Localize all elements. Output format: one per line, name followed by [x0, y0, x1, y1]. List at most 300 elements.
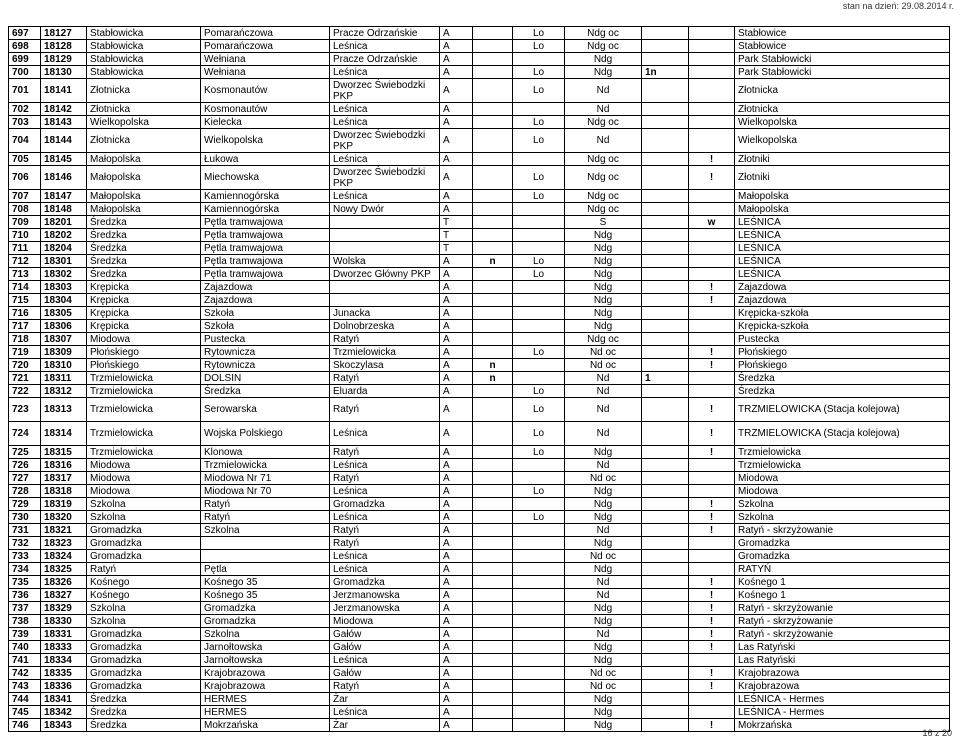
lp-cell: 728 — [9, 485, 41, 498]
night-cell — [473, 485, 513, 498]
stop-name-cell: Wełniana — [201, 66, 330, 79]
direction-cell: Leśnica — [330, 654, 440, 667]
stop-id-cell: 18143 — [41, 116, 87, 129]
note-cell — [642, 216, 689, 229]
stop-name-cell: Pętla tramwajowa — [201, 216, 330, 229]
table-row — [9, 79, 950, 103]
stop-id-cell: 18316 — [41, 459, 87, 472]
lo-cell — [513, 333, 565, 346]
direction-cell: Jerzmanowska — [330, 602, 440, 615]
type-cell: A — [440, 641, 473, 654]
lo-cell — [513, 563, 565, 576]
night-cell — [473, 706, 513, 719]
type-cell: A — [440, 333, 473, 346]
note-cell — [642, 550, 689, 563]
type-cell: A — [440, 359, 473, 372]
lp-cell: 725 — [9, 446, 41, 459]
direction-cell: Jerzmanowska — [330, 589, 440, 602]
stop-id-cell: 18145 — [41, 153, 87, 166]
stop-id-cell: 18313 — [41, 398, 87, 422]
stop-name-cell: Łukowa — [201, 153, 330, 166]
ndg-cell: Ndg — [565, 693, 642, 706]
stop-id-cell: 18142 — [41, 103, 87, 116]
lo-cell — [513, 589, 565, 602]
table-body — [9, 27, 950, 732]
table-row — [9, 359, 950, 372]
lp-cell: 697 — [9, 27, 41, 40]
flag-cell — [689, 190, 735, 203]
ndg-cell: Ndg oc — [565, 116, 642, 129]
table-row — [9, 190, 950, 203]
table-row — [9, 550, 950, 563]
zone-name-cell: Trzmielowicka — [735, 446, 950, 459]
lp-cell: 744 — [9, 693, 41, 706]
flag-cell: ! — [689, 589, 735, 602]
type-cell: A — [440, 129, 473, 153]
street-cell: Krępicka — [87, 307, 201, 320]
stop-name-cell: Wełniana — [201, 53, 330, 66]
lo-cell — [513, 203, 565, 216]
ndg-cell: Ndg oc — [565, 190, 642, 203]
direction-cell: Gałów — [330, 641, 440, 654]
lp-cell: 739 — [9, 628, 41, 641]
street-cell: Szkolna — [87, 602, 201, 615]
type-cell: A — [440, 346, 473, 359]
ndg-cell: Ndg — [565, 255, 642, 268]
lp-cell: 717 — [9, 320, 41, 333]
table-row — [9, 576, 950, 589]
flag-cell — [689, 654, 735, 667]
street-cell: Płońskiego — [87, 359, 201, 372]
table-row — [9, 498, 950, 511]
stop-id-cell: 18321 — [41, 524, 87, 537]
type-cell: A — [440, 268, 473, 281]
note-cell — [642, 255, 689, 268]
note-cell — [642, 307, 689, 320]
night-cell — [473, 589, 513, 602]
street-cell: Złotnicka — [87, 129, 201, 153]
lo-cell — [513, 550, 565, 563]
night-cell — [473, 333, 513, 346]
direction-cell: Gromadzka — [330, 498, 440, 511]
night-cell — [473, 602, 513, 615]
stop-name-cell: HERMES — [201, 693, 330, 706]
direction-cell: Ratyń — [330, 524, 440, 537]
table-row — [9, 641, 950, 654]
night-cell — [473, 459, 513, 472]
type-cell: A — [440, 166, 473, 190]
street-cell: Małopolska — [87, 153, 201, 166]
type-cell: A — [440, 550, 473, 563]
lo-cell — [513, 307, 565, 320]
stop-id-cell: 18129 — [41, 53, 87, 66]
zone-name-cell: Kośnego 1 — [735, 576, 950, 589]
lp-cell: 742 — [9, 667, 41, 680]
stop-name-cell: Pętla tramwajowa — [201, 229, 330, 242]
stop-name-cell: Gromadzka — [201, 615, 330, 628]
ndg-cell: Nd — [565, 628, 642, 641]
ndg-cell: Ndg — [565, 511, 642, 524]
lp-cell: 743 — [9, 680, 41, 693]
ndg-cell: Nd — [565, 459, 642, 472]
street-cell: Małopolska — [87, 203, 201, 216]
zone-name-cell: Płońskiego — [735, 359, 950, 372]
direction-cell: Gałów — [330, 628, 440, 641]
note-cell — [642, 320, 689, 333]
lo-cell: Lo — [513, 190, 565, 203]
street-cell: Gromadzka — [87, 680, 201, 693]
table-row — [9, 485, 950, 498]
night-cell — [473, 27, 513, 40]
type-cell: T — [440, 216, 473, 229]
lo-cell: Lo — [513, 485, 565, 498]
stop-id-cell: 18325 — [41, 563, 87, 576]
note-cell — [642, 446, 689, 459]
lp-cell: 699 — [9, 53, 41, 66]
street-cell: Stabłowicka — [87, 40, 201, 53]
zone-name-cell: Ratyń - skrzyżowanie — [735, 524, 950, 537]
night-cell — [473, 563, 513, 576]
night-cell — [473, 346, 513, 359]
direction-cell: Ratyń — [330, 398, 440, 422]
note-cell — [642, 485, 689, 498]
street-cell: Wielkopolska — [87, 116, 201, 129]
lp-cell: 719 — [9, 346, 41, 359]
ndg-cell: Nd oc — [565, 550, 642, 563]
stop-name-cell: Ratyń — [201, 498, 330, 511]
note-cell — [642, 281, 689, 294]
type-cell: A — [440, 116, 473, 129]
flag-cell — [689, 307, 735, 320]
note-cell — [642, 576, 689, 589]
table-row — [9, 385, 950, 398]
ndg-cell: Nd — [565, 103, 642, 116]
type-cell: A — [440, 398, 473, 422]
table-row — [9, 66, 950, 79]
table-row — [9, 706, 950, 719]
stop-id-cell: 18301 — [41, 255, 87, 268]
ndg-cell: Nd — [565, 589, 642, 602]
type-cell: A — [440, 79, 473, 103]
night-cell — [473, 385, 513, 398]
street-cell: Miodowa — [87, 485, 201, 498]
table-row — [9, 422, 950, 446]
table-row — [9, 719, 950, 732]
note-cell — [642, 398, 689, 422]
ndg-cell: Nd — [565, 422, 642, 446]
stop-name-cell: Jarnołtowska — [201, 641, 330, 654]
stop-name-cell: Szkoła — [201, 320, 330, 333]
flag-cell — [689, 53, 735, 66]
lp-cell: 733 — [9, 550, 41, 563]
street-cell: Trzmielowicka — [87, 385, 201, 398]
direction-cell: Skoczylasa — [330, 359, 440, 372]
stop-id-cell: 18144 — [41, 129, 87, 153]
flag-cell — [689, 129, 735, 153]
note-cell — [642, 563, 689, 576]
type-cell: A — [440, 537, 473, 550]
direction-cell: Leśnica — [330, 550, 440, 563]
ndg-cell: Ndg — [565, 229, 642, 242]
lp-cell: 723 — [9, 398, 41, 422]
zone-name-cell: Zajazdowa — [735, 281, 950, 294]
table-row — [9, 203, 950, 216]
table-row — [9, 53, 950, 66]
ndg-cell: Ndg oc — [565, 27, 642, 40]
lo-cell — [513, 242, 565, 255]
ndg-cell: Ndg — [565, 268, 642, 281]
note-cell — [642, 615, 689, 628]
lp-cell: 703 — [9, 116, 41, 129]
ndg-cell: Ndg — [565, 485, 642, 498]
lo-cell: Lo — [513, 385, 565, 398]
flag-cell — [689, 320, 735, 333]
direction-cell: Junacka — [330, 307, 440, 320]
stop-id-cell: 18323 — [41, 537, 87, 550]
stop-id-cell: 18342 — [41, 706, 87, 719]
flag-cell: ! — [689, 359, 735, 372]
stop-name-cell — [201, 537, 330, 550]
stop-id-cell: 18305 — [41, 307, 87, 320]
zone-name-cell: Stabłowice — [735, 27, 950, 40]
type-cell: T — [440, 242, 473, 255]
night-cell — [473, 216, 513, 229]
note-cell — [642, 472, 689, 485]
lo-cell: Lo — [513, 398, 565, 422]
zone-name-cell: Krajobrazowa — [735, 680, 950, 693]
ndg-cell: Ndg oc — [565, 203, 642, 216]
street-cell: Kośnego — [87, 576, 201, 589]
night-cell — [473, 229, 513, 242]
note-cell — [642, 524, 689, 537]
note-cell — [642, 719, 689, 732]
table-row — [9, 446, 950, 459]
zone-name-cell: Miodowa — [735, 485, 950, 498]
direction-cell: Dolnobrzeska — [330, 320, 440, 333]
street-cell: Krępicka — [87, 320, 201, 333]
night-cell — [473, 422, 513, 446]
note-cell — [642, 459, 689, 472]
stop-name-cell: Kamiennogórska — [201, 203, 330, 216]
lo-cell — [513, 153, 565, 166]
type-cell: A — [440, 307, 473, 320]
note-cell — [642, 294, 689, 307]
note-cell — [642, 511, 689, 524]
lp-cell: 736 — [9, 589, 41, 602]
lo-cell — [513, 103, 565, 116]
flag-cell: ! — [689, 398, 735, 422]
lo-cell — [513, 216, 565, 229]
ndg-cell: Ndg — [565, 446, 642, 459]
lo-cell: Lo — [513, 27, 565, 40]
stop-id-cell: 18343 — [41, 719, 87, 732]
street-cell: Małopolska — [87, 166, 201, 190]
street-cell: Stabłowicka — [87, 27, 201, 40]
stops-table — [8, 26, 950, 732]
stop-name-cell: Pętla tramwajowa — [201, 242, 330, 255]
table-row — [9, 320, 950, 333]
lo-cell — [513, 459, 565, 472]
type-cell: A — [440, 190, 473, 203]
direction-cell: Ratyń — [330, 446, 440, 459]
stop-name-cell: Pomarańczowa — [201, 27, 330, 40]
street-cell: Gromadzka — [87, 641, 201, 654]
lo-cell — [513, 537, 565, 550]
type-cell: A — [440, 472, 473, 485]
night-cell — [473, 153, 513, 166]
night-cell — [473, 628, 513, 641]
direction-cell: Dworzec Świebodzki PKP — [330, 129, 440, 153]
direction-cell: Leśnica — [330, 40, 440, 53]
zone-name-cell: Wielkopolska — [735, 129, 950, 153]
street-cell: Stabłowicka — [87, 66, 201, 79]
type-cell: A — [440, 498, 473, 511]
ndg-cell: Ndg — [565, 294, 642, 307]
ndg-cell: Ndg — [565, 602, 642, 615]
flag-cell — [689, 693, 735, 706]
direction-cell: Ratyń — [330, 333, 440, 346]
ndg-cell: Ndg — [565, 66, 642, 79]
ndg-cell: Ndg — [565, 307, 642, 320]
zone-name-cell: LEŚNICA - Hermes — [735, 693, 950, 706]
flag-cell: ! — [689, 680, 735, 693]
direction-cell: Żar — [330, 693, 440, 706]
note-cell — [642, 242, 689, 255]
lp-cell: 704 — [9, 129, 41, 153]
lo-cell — [513, 680, 565, 693]
ndg-cell: Nd — [565, 129, 642, 153]
lp-cell: 701 — [9, 79, 41, 103]
lp-cell: 735 — [9, 576, 41, 589]
stop-name-cell: DOLSIN — [201, 372, 330, 385]
zone-name-cell: Średzka — [735, 372, 950, 385]
zone-name-cell: Gromadzka — [735, 550, 950, 563]
night-cell — [473, 294, 513, 307]
lo-cell: Lo — [513, 346, 565, 359]
zone-name-cell: TRZMIELOWICKA (Stacja kolejowa) — [735, 398, 950, 422]
lo-cell — [513, 641, 565, 654]
street-cell: Złotnicka — [87, 103, 201, 116]
stop-id-cell: 18302 — [41, 268, 87, 281]
flag-cell — [689, 66, 735, 79]
stop-name-cell: Wojska Polskiego — [201, 422, 330, 446]
lp-cell: 721 — [9, 372, 41, 385]
street-cell: Średzka — [87, 216, 201, 229]
zone-name-cell: Szkolna — [735, 498, 950, 511]
lp-cell: 732 — [9, 537, 41, 550]
night-cell — [473, 166, 513, 190]
stop-id-cell: 18326 — [41, 576, 87, 589]
zone-name-cell: Gromadzka — [735, 537, 950, 550]
direction-cell: Pracze Odrzańskie — [330, 27, 440, 40]
stop-name-cell: Kosmonautów — [201, 79, 330, 103]
table-row — [9, 116, 950, 129]
stop-name-cell: Zajazdowa — [201, 281, 330, 294]
note-cell — [642, 654, 689, 667]
stop-id-cell: 18324 — [41, 550, 87, 563]
table-row — [9, 268, 950, 281]
ndg-cell: Ndg — [565, 706, 642, 719]
stop-id-cell: 18307 — [41, 333, 87, 346]
note-cell: 1n — [642, 66, 689, 79]
street-cell: Gromadzka — [87, 628, 201, 641]
lp-cell: 720 — [9, 359, 41, 372]
type-cell: A — [440, 511, 473, 524]
street-cell: Trzmielowicka — [87, 398, 201, 422]
note-cell — [642, 203, 689, 216]
stop-id-cell: 18147 — [41, 190, 87, 203]
lp-cell: 726 — [9, 459, 41, 472]
zone-name-cell: Kośnego 1 — [735, 589, 950, 602]
night-cell — [473, 680, 513, 693]
type-cell: A — [440, 628, 473, 641]
stop-name-cell: Średzka — [201, 385, 330, 398]
direction-cell: Leśnica — [330, 459, 440, 472]
street-cell: Średzka — [87, 255, 201, 268]
flag-cell: ! — [689, 294, 735, 307]
night-cell — [473, 242, 513, 255]
street-cell: Gromadzka — [87, 537, 201, 550]
night-cell — [473, 268, 513, 281]
stop-name-cell: Kielecka — [201, 116, 330, 129]
stop-id-cell: 18130 — [41, 66, 87, 79]
stop-name-cell: Szkolna — [201, 524, 330, 537]
lo-cell: Lo — [513, 40, 565, 53]
type-cell: A — [440, 294, 473, 307]
stop-id-cell: 18334 — [41, 654, 87, 667]
stop-id-cell: 18314 — [41, 422, 87, 446]
lp-cell: 706 — [9, 166, 41, 190]
flag-cell: ! — [689, 498, 735, 511]
lo-cell — [513, 294, 565, 307]
direction-cell: Leśnica — [330, 706, 440, 719]
note-cell — [642, 166, 689, 190]
zone-name-cell: Krępicka-szkoła — [735, 320, 950, 333]
flag-cell — [689, 242, 735, 255]
ndg-cell: Nd oc — [565, 346, 642, 359]
flag-cell: ! — [689, 641, 735, 654]
lp-cell: 729 — [9, 498, 41, 511]
lo-cell — [513, 359, 565, 372]
zone-name-cell: LEŚNICA - Hermes — [735, 706, 950, 719]
stop-id-cell: 18309 — [41, 346, 87, 359]
note-cell — [642, 103, 689, 116]
direction-cell: Leśnica — [330, 153, 440, 166]
street-cell: Średzka — [87, 706, 201, 719]
lp-cell: 715 — [9, 294, 41, 307]
zone-name-cell: Park Stabłowicki — [735, 66, 950, 79]
zone-name-cell: TRZMIELOWICKA (Stacja kolejowa) — [735, 422, 950, 446]
lo-cell: Lo — [513, 129, 565, 153]
lo-cell — [513, 229, 565, 242]
street-cell: Średzka — [87, 229, 201, 242]
stop-name-cell: Szkolna — [201, 628, 330, 641]
ndg-cell: Nd — [565, 372, 642, 385]
page-number: 16 z 20 — [922, 728, 952, 738]
direction-cell: Dworzec Główny PKP — [330, 268, 440, 281]
note-cell — [642, 498, 689, 511]
lp-cell: 731 — [9, 524, 41, 537]
street-cell: Średzka — [87, 242, 201, 255]
lp-cell: 727 — [9, 472, 41, 485]
lp-cell: 740 — [9, 641, 41, 654]
stop-name-cell: Krajobrazowa — [201, 680, 330, 693]
night-cell — [473, 719, 513, 732]
table-row — [9, 667, 950, 680]
type-cell: A — [440, 372, 473, 385]
type-cell: T — [440, 229, 473, 242]
type-cell: A — [440, 385, 473, 398]
